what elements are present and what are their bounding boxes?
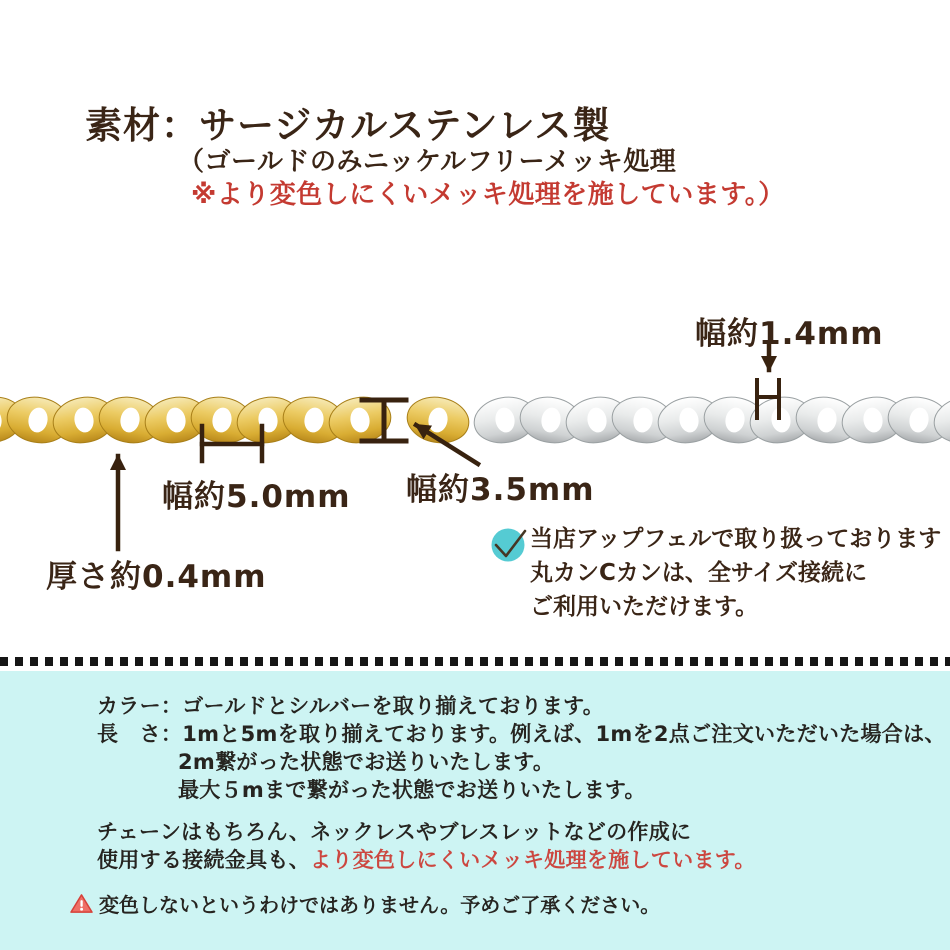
material-subtitle: （ゴールドのみニッケルフリーメッキ処理 bbox=[178, 147, 677, 177]
color-length-info bbox=[97, 692, 946, 804]
check-icon bbox=[489, 524, 531, 564]
length-line1: 長 さ：1mと5mを取り揃えております。例えば、1mを2点ご注文いただいた場合は、 bbox=[97, 722, 946, 746]
label-width-1-4mm: 幅約1.4mm bbox=[695, 316, 884, 352]
arrow-3-5mm bbox=[416, 425, 478, 464]
measure-bracket-5mm bbox=[202, 426, 262, 461]
measure-hmark-1-4mm bbox=[757, 380, 779, 418]
chain-note bbox=[97, 818, 756, 874]
chain-note-line2 bbox=[97, 846, 756, 874]
warning-row bbox=[70, 889, 660, 918]
material-subtitle-note: ※より変色しにくいメッキ処理を施しています。） bbox=[191, 180, 785, 210]
dotted-divider bbox=[0, 657, 950, 666]
connector-note-line3: ご利用いただけます。 bbox=[530, 594, 759, 620]
warning-triangle-icon bbox=[70, 893, 93, 914]
chain-note-red-text: より変色しにくいメッキ処理を施しています。 bbox=[310, 848, 756, 872]
warning-text: 変色しないというわけではありません。予めご了承ください。 bbox=[99, 893, 661, 917]
label-width-3-5mm: 幅約3.5mm bbox=[406, 472, 595, 508]
connector-note bbox=[530, 522, 941, 624]
chain-note-line1: チェーンはもちろん、ネックレスやブレスレットなどの作成に bbox=[97, 820, 692, 844]
connector-note-line1: 当店アップフェルで取り扱っております bbox=[530, 526, 942, 552]
info-panel bbox=[0, 671, 950, 950]
material-title: 素材：サージカルステンレス製 bbox=[85, 104, 611, 147]
measure-ibeam-3-5mm bbox=[362, 400, 406, 441]
length-line2: 2m繋がった状態でお送りいたします。 bbox=[178, 750, 555, 774]
length-line3: 最大５mまで繋がった状態でお送りいたします。 bbox=[178, 778, 646, 802]
chain-links bbox=[0, 392, 950, 447]
connector-note-line2: 丸カンCカンは、全サイズ接続に bbox=[530, 560, 868, 586]
label-width-5mm: 幅約5.0mm bbox=[162, 479, 351, 515]
chain-note-prefix: 使用する接続金具も、 bbox=[97, 848, 310, 872]
label-thickness-0-4mm: 厚さ約0.4mm bbox=[46, 559, 267, 595]
color-line: カラー：ゴールドとシルバーを取り揃えております。 bbox=[97, 694, 605, 718]
